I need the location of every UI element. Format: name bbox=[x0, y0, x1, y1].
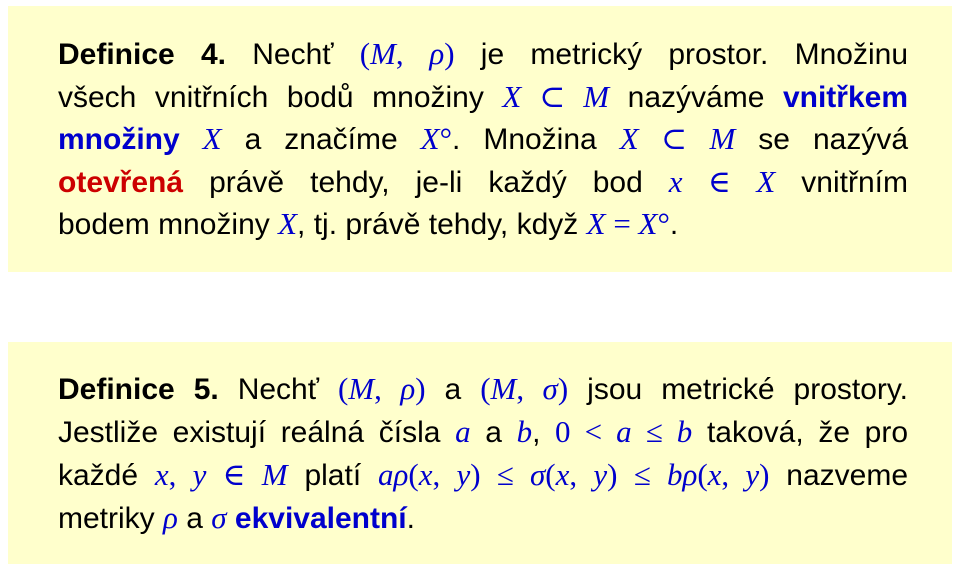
definition-4-line-3: množiny X a značíme X°. Množina X ⊂ M se nazývá bbox=[58, 121, 908, 156]
definition-4-line-2: všech vnitřních bodů množiny X ⊂ M nazýváme vnitřkem bbox=[58, 78, 908, 114]
definition-5-line-3: každé x, y ∈ M platí aρ(x, y) ≤ σ(x, y) ≤ bρ(x, y) nazveme bbox=[58, 457, 909, 492]
definition-4-line-5: bodem množiny X, tj. právě tehdy, když X = X°. bbox=[58, 206, 679, 241]
definition-5-line-1: Definice 5. Nechť (M, ρ) a (M, σ) jsou metrické prostory. bbox=[58, 371, 909, 406]
definition-4-line-4: otevřená právě tehdy, je-li každý bod x ∈ X vnitřním bbox=[58, 163, 908, 199]
definition-4-box bbox=[8, 6, 952, 272]
definition-5-line-4: metriky ρ a σ ekvivalentní. bbox=[58, 500, 415, 535]
definition-4-line-1: Definice 4. Nechť (M, ρ) je metrický prostor. Množinu bbox=[58, 36, 909, 71]
definition-5-box bbox=[8, 342, 952, 564]
definition-5-line-2: Jestliže existují reálná čísla a a b, 0 < a ≤ b taková, že pro bbox=[58, 414, 909, 449]
